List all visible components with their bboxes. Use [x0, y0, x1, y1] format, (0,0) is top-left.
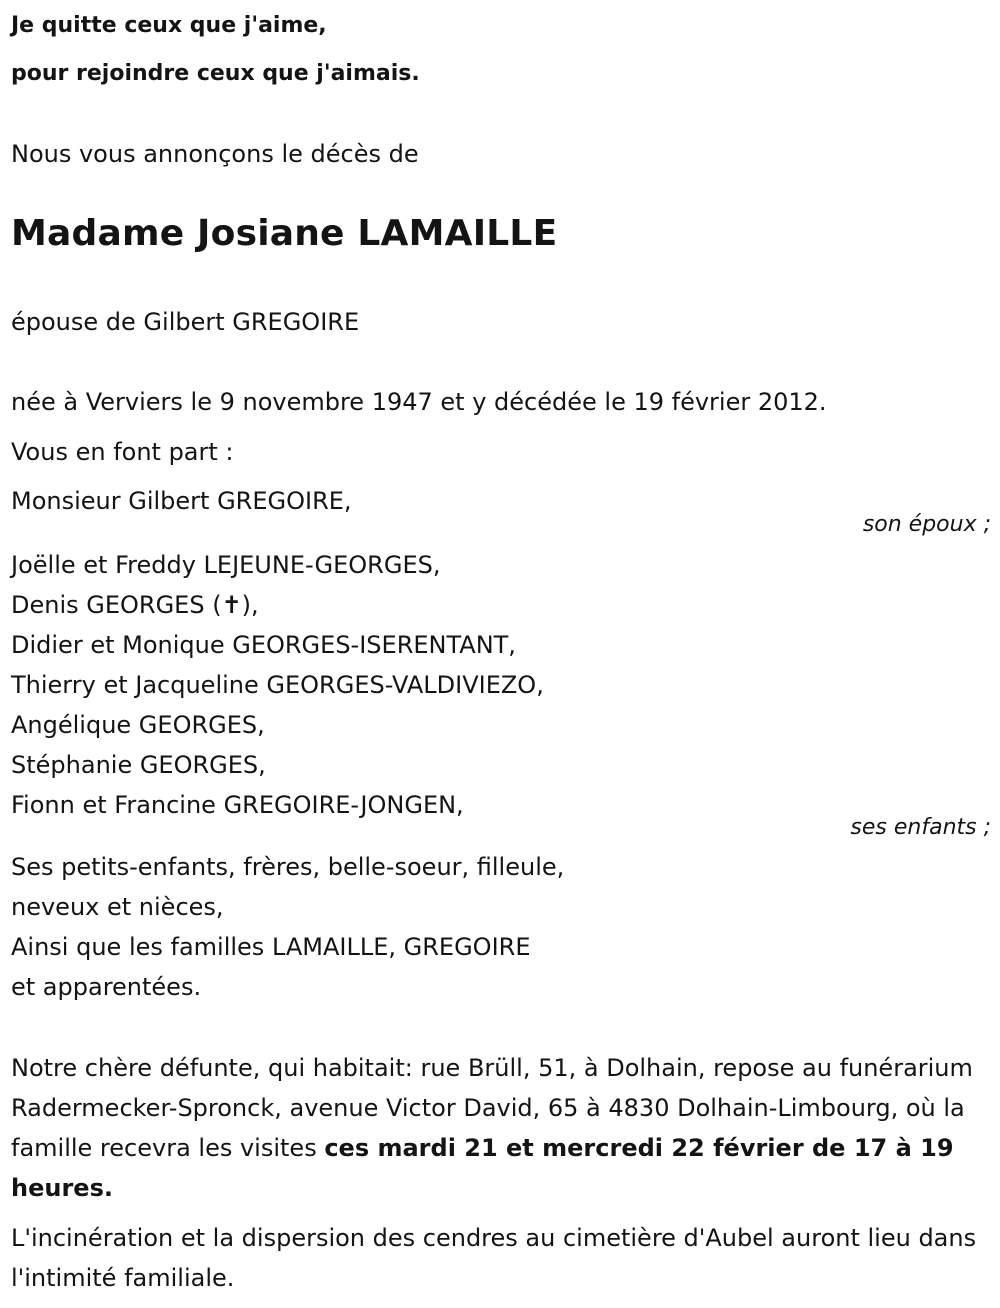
spouse-role: son époux ; [862, 512, 991, 537]
child-name: Didier et Monique GEORGES-ISERENTANT, [11, 631, 516, 659]
child-name: Joëlle et Freddy LEJEUNE-GEORGES, [11, 551, 441, 579]
visitation-paragraph [11, 1048, 986, 1208]
intro-text: Nous vous annonçons le décès de [11, 140, 419, 168]
visitation-text: Notre chère défunte, qui habitait: rue Brüll, 51, à Dolhain, repose au funérarium Radermecker-Spronck, avenue Victor David, 65 à 4830 Dolhain-Limbourg, où la famille recevra les visites [11, 1054, 973, 1162]
child-name: Denis GEORGES (✝), [11, 591, 259, 619]
obituary-page [11, 0, 991, 1308]
spouse-line: épouse de Gilbert GREGOIRE [11, 308, 360, 336]
relatives-line: Ses petits-enfants, frères, belle-soeur, filleule, [11, 853, 565, 881]
child-name: Stéphanie GEORGES, [11, 751, 266, 779]
child-name: Angélique GEORGES, [11, 711, 265, 739]
relatives-line: neveux et nièces, [11, 893, 224, 921]
relatives-line: et apparentées. [11, 973, 202, 1001]
visitation-hours: ces mardi 21 et mercredi 22 février de 17 à 19 heures. [11, 1134, 954, 1202]
deceased-name: Madame Josiane LAMAILLE [11, 213, 558, 254]
child-name: Thierry et Jacqueline GEORGES-VALDIVIEZO, [11, 671, 544, 699]
children-role: ses enfants ; [850, 815, 991, 840]
relatives-line: Ainsi que les familles LAMAILLE, GREGOIRE [11, 933, 531, 961]
cremation-paragraph: L'incinération et la dispersion des cendres au cimetière d'Aubel auront lieu dans l'intimité familiale. [11, 1224, 977, 1292]
spouse-name: Monsieur Gilbert GREGOIRE, [11, 487, 352, 515]
child-name: Fionn et Francine GREGOIRE-JONGEN, [11, 791, 464, 819]
birth-death-line: née à Verviers le 9 novembre 1947 et y décédée le 19 février 2012. [11, 388, 827, 416]
motto-line-2: pour rejoindre ceux que j'aimais. [11, 61, 420, 86]
announcement-label: Vous en font part : [11, 438, 234, 466]
motto-line-1: Je quitte ceux que j'aime, [11, 13, 327, 38]
